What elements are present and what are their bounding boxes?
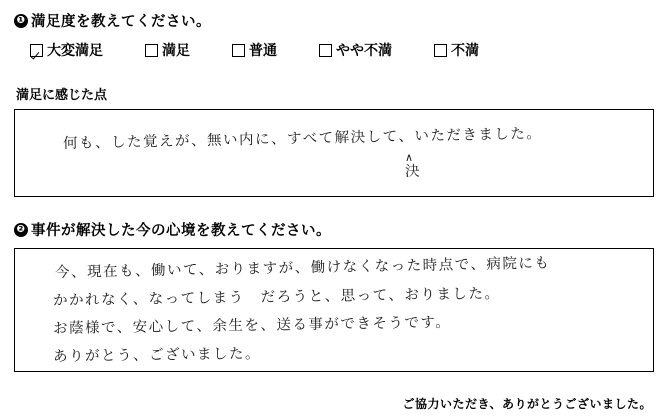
question-2-text: 事件が解決した今の心境を教えてください。: [31, 223, 331, 239]
footer-thanks-note: ご協力いただき、ありがとうございました。: [402, 397, 652, 411]
checkbox-icon[interactable]: [434, 44, 447, 57]
question-1-number-icon: ❶: [14, 14, 28, 28]
handwritten-line: 何も、した覚えが、無い内に、すべて解決して、いただきました。: [62, 125, 543, 152]
choice-option[interactable]: [434, 40, 479, 60]
choice-option[interactable]: [30, 40, 103, 60]
checkbox-icon[interactable]: [232, 44, 245, 57]
question-1-heading: [14, 10, 654, 31]
answer-field-2[interactable]: [14, 248, 654, 372]
handwritten-line: ありがとう、ございました。: [52, 346, 262, 365]
choice-label: やや不満: [336, 43, 392, 59]
insertion-caret-mark: ∧: [405, 151, 414, 164]
question-2-number-icon: ❷: [14, 223, 28, 237]
question-1-text: 満足度を教えてください。: [31, 14, 211, 30]
handwritten-line: お蔭様で、安心して、余生を、送る事ができそうです。: [52, 314, 452, 337]
question-2-block: [14, 219, 654, 372]
checkbox-checked-icon[interactable]: [30, 44, 43, 57]
choice-label: 大変満足: [47, 43, 103, 59]
choice-label: 普通: [249, 43, 277, 59]
checkbox-icon[interactable]: [319, 44, 332, 57]
handwritten-inserted-text: 決: [404, 163, 422, 180]
choice-label: 満足: [162, 43, 190, 59]
handwritten-line: かかれなく、なってしまう だろうと、思って、おりました。: [52, 285, 501, 309]
satisfaction-points-label: 満足に感じた点: [16, 88, 108, 103]
choice-option[interactable]: [145, 40, 190, 60]
choice-option[interactable]: [232, 40, 277, 60]
question-2-heading: [14, 219, 654, 240]
choice-option[interactable]: [319, 40, 392, 60]
answer-field-1[interactable]: [14, 109, 654, 197]
choice-label: 不満: [451, 43, 479, 59]
checkbox-icon[interactable]: [145, 44, 158, 57]
handwritten-line: 今、現在も、働いて、おりますが、働けなくなった時点で、病院にも: [54, 255, 551, 281]
question-1-choices: [14, 40, 654, 60]
